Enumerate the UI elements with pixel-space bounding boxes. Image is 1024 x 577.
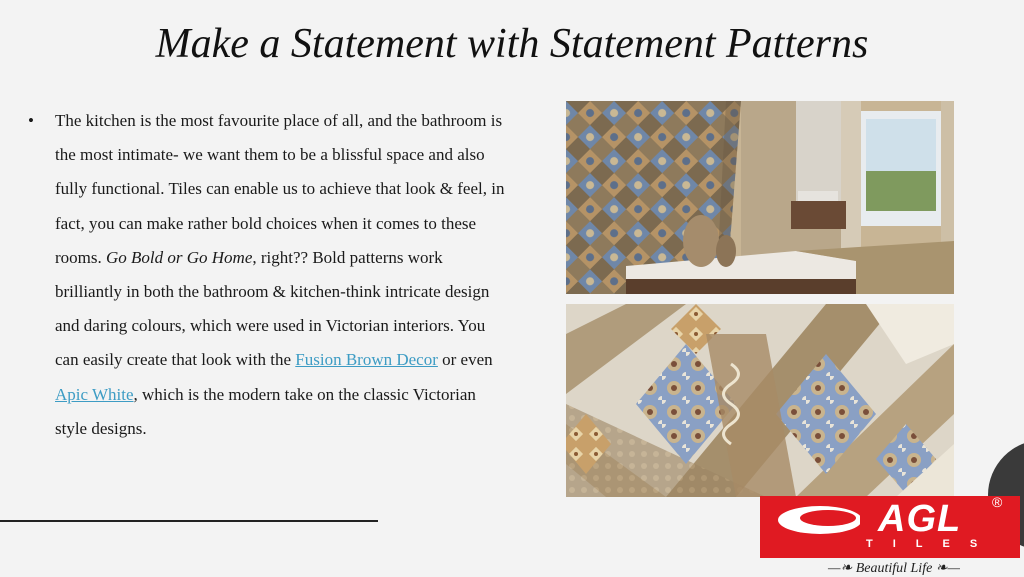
paragraph-part-2: , right?? Bold patterns work brilliantly in both the bathroom & kitchen-think intricate design and daring colours, which were used in Victorian interiors. You can easily create that look with the <box>55 247 490 370</box>
registered-mark: ® <box>992 494 1003 510</box>
paragraph-part-1: The kitchen is the most favourite place of all, and the bathroom is the most intimate- we want them to be a blissful space and also fully functional. Tiles can enable us to achieve that look & feel, in fact, you can make rather bold choices when it comes to these rooms. <box>55 111 505 267</box>
logo-tagline: —❧ Beautiful Life ❧— <box>828 561 960 576</box>
paragraph-italic: Go Bold or Go Home <box>106 247 253 267</box>
bathroom-tiles-photo <box>566 101 954 294</box>
slide-title: Make a Statement with Statement Patterns <box>155 21 869 67</box>
logo-sub-text: TILES <box>866 538 998 550</box>
bullet-paragraph <box>28 104 508 446</box>
paragraph-text <box>55 104 508 446</box>
patterned-tiles-photo <box>566 304 954 497</box>
paragraph-part-3: or even <box>437 350 493 370</box>
divider-line <box>0 520 378 522</box>
swoosh-icon <box>760 496 860 558</box>
paragraph-part-4: , which is the modern take on the classic Victorian style designs. <box>55 384 476 438</box>
fusion-brown-decor-link[interactable]: Fusion Brown Decor <box>295 350 438 370</box>
apic-white-link[interactable]: Apic White <box>55 384 134 404</box>
logo-brand-text: AGL <box>878 498 962 540</box>
bullet-marker: • <box>28 111 34 130</box>
